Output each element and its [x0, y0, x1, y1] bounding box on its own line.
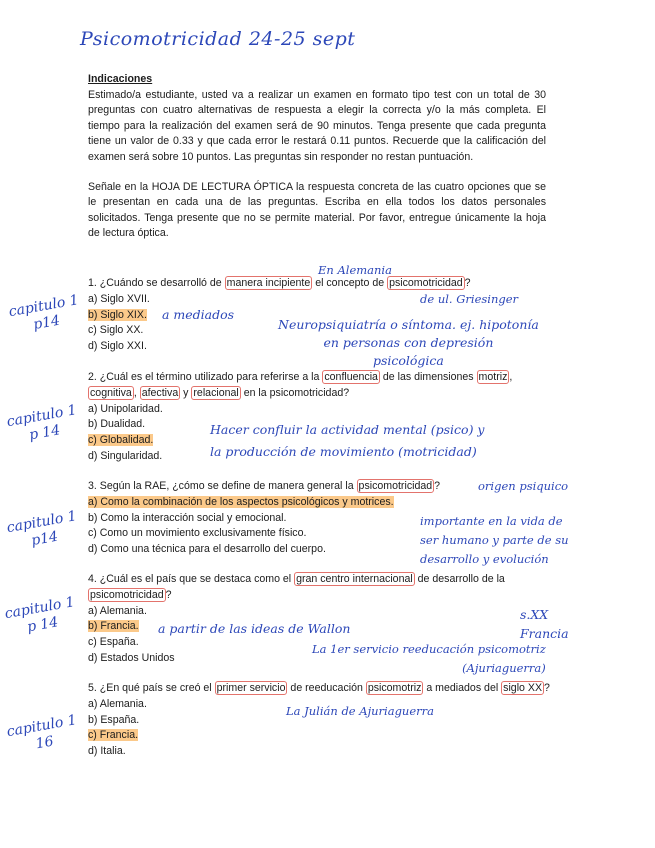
- option-text: a) Como la combinación de los aspectos psicológicos y motrices.: [88, 495, 394, 508]
- answer-option: [88, 744, 550, 760]
- option-text: c) Francia.: [88, 729, 139, 742]
- instructions-paragraph: Señale en la HOJA DE LECTURA ÓPTICA la respuesta concreta de las cuatro opciones que se le presentan en cada una de las preguntas. Escriba en ella todos los datos personales solicitados. Tenga presente que no se permite material. Por favor, entregue únicamente la hoja de lectura óptica.: [88, 180, 546, 240]
- margin-note: capitulo 1 p14: [7, 292, 80, 334]
- option-text: d) Como una técnica para el desarrollo del cuerpo.: [88, 543, 326, 556]
- stem-text: 1. ¿Cuándo se desarrolló de: [88, 277, 225, 289]
- stem-text: en la psicomotricidad?: [240, 386, 350, 399]
- handwritten-note: a partir de las ideas de Wallon: [158, 621, 351, 636]
- highlighted-phrase: gran centro internacional: [296, 573, 413, 585]
- stem-text: ,: [133, 386, 140, 399]
- option-text: a) Unipolaridad.: [88, 402, 163, 415]
- stem-text: 4. ¿Cuál es el país que se destaca como el: [88, 573, 295, 585]
- handwritten-note: a mediados: [162, 307, 235, 322]
- option-text: c) España.: [88, 636, 139, 649]
- highlighted-phrase: psicomotricidad: [90, 588, 164, 601]
- instructions-heading: Indicaciones: [88, 73, 153, 85]
- option-text: b) Dualidad.: [88, 418, 146, 431]
- question-stem: [88, 370, 550, 402]
- stem-text: ?: [434, 480, 441, 492]
- stem-text: y: [180, 386, 192, 399]
- option-text: b) Francia.: [88, 620, 139, 633]
- option-text: c) Como un movimiento exclusivamente físico.: [88, 527, 307, 540]
- highlighted-phrase: psicomotriz: [367, 682, 422, 694]
- stem-text: 3. Según la RAE, ¿cómo se define de manera general la: [88, 480, 357, 492]
- highlighted-phrase: relacional: [193, 386, 239, 399]
- option-text: d) Italia.: [88, 745, 126, 758]
- highlighted-phrase: motriz: [478, 371, 508, 383]
- option-text: d) Estados Unidos: [88, 651, 175, 664]
- stem-text: a mediados del: [423, 682, 502, 694]
- question-stem: [88, 572, 550, 604]
- stem-text: ?: [544, 682, 550, 694]
- page-title: Psicomotricidad 24-25 sept: [80, 28, 356, 50]
- answer-option: [88, 402, 550, 418]
- highlighted-phrase: cognitiva: [90, 386, 132, 399]
- highlighted-phrase: manera incipiente: [226, 277, 311, 289]
- option-text: a) Alemania.: [88, 604, 147, 617]
- stem-text: ?: [464, 277, 471, 289]
- handwritten-note: Hacer confluir la actividad mental (psico) y la producción de movimiento (motricidad): [210, 422, 485, 459]
- handwritten-note: origen psiquico: [478, 479, 569, 493]
- stem-text: de reeducación: [287, 682, 366, 694]
- instructions-paragraph: Estimado/a estudiante, usted va a realizar un examen en formato tipo test con un total de 30 preguntas con cuatro alternativas de respuesta a elegir la correcta y/o la más completa. El tiempo para la realización del examen será de 90 minutos. Tenga presente que cada pregunta tiene un valor de 0.33 y que cada error le restará 0.11 puntos. Recuerde que la calificación del examen será sobre 10 puntos. Las preguntas sin responder no restan puntuación.: [88, 88, 546, 163]
- stem-text: ,: [509, 371, 513, 383]
- question-stem: [88, 681, 550, 697]
- option-text: b) Siglo XIX.: [88, 308, 147, 321]
- highlighted-phrase: psicomotricidad: [358, 480, 433, 492]
- highlighted-phrase: primer servicio: [216, 682, 286, 694]
- highlighted-phrase: confluencia: [324, 371, 378, 383]
- margin-note: capitulo 1 p 14: [5, 402, 78, 444]
- stem-text: de las dimensiones: [379, 371, 477, 383]
- option-text: a) Siglo XVII.: [88, 292, 150, 305]
- margin-note: capitulo 1 p14: [5, 508, 78, 550]
- margin-note: capitulo 1 16: [5, 712, 78, 753]
- stem-text: 5. ¿En qué país se creó el: [88, 682, 215, 694]
- stem-text: el concepto de: [312, 277, 388, 289]
- option-text: c) Siglo XX.: [88, 324, 144, 337]
- answer-option: [88, 604, 550, 620]
- handwritten-note: s.XX Francia: [520, 607, 569, 641]
- handwritten-note: importante en la vida de ser humano y parte de su desarrollo y evolución: [420, 514, 569, 566]
- highlighted-phrase: psicomotricidad: [389, 277, 463, 289]
- option-text: b) Como la interacción social y emocional.: [88, 511, 287, 524]
- stem-text: 2. ¿Cuál es el término utilizado para referirse a la: [88, 371, 323, 383]
- marked-option: [88, 728, 550, 744]
- instructions-block: [88, 72, 546, 242]
- stem-text: de desarrollo de la: [414, 573, 505, 585]
- option-text: d) Singularidad.: [88, 449, 163, 462]
- handwritten-note: En Alemania: [318, 263, 392, 277]
- marked-option: [88, 495, 550, 511]
- margin-note: capitulo 1 p 14: [3, 594, 76, 636]
- handwritten-note: La Julián de Ajuriaguerra: [286, 704, 434, 718]
- handwritten-note: de ul. Griesinger: [420, 292, 519, 306]
- highlighted-phrase: siglo XX: [503, 682, 543, 694]
- handwritten-note: Neuropsiquiatría o síntoma. ej. hipotonía en personas con depresión psicológica: [278, 317, 539, 368]
- highlighted-phrase: afectiva: [141, 386, 179, 399]
- option-text: c) Globalidad.: [88, 434, 154, 447]
- stem-text: ?: [165, 588, 172, 601]
- option-text: a) Alemania.: [88, 697, 147, 710]
- option-text: b) España.: [88, 713, 140, 726]
- question-5: [88, 681, 550, 760]
- option-text: d) Siglo XXI.: [88, 340, 147, 353]
- handwritten-note: La 1er servicio reeducación psicomotriz (Ajuriaguerra): [312, 642, 546, 675]
